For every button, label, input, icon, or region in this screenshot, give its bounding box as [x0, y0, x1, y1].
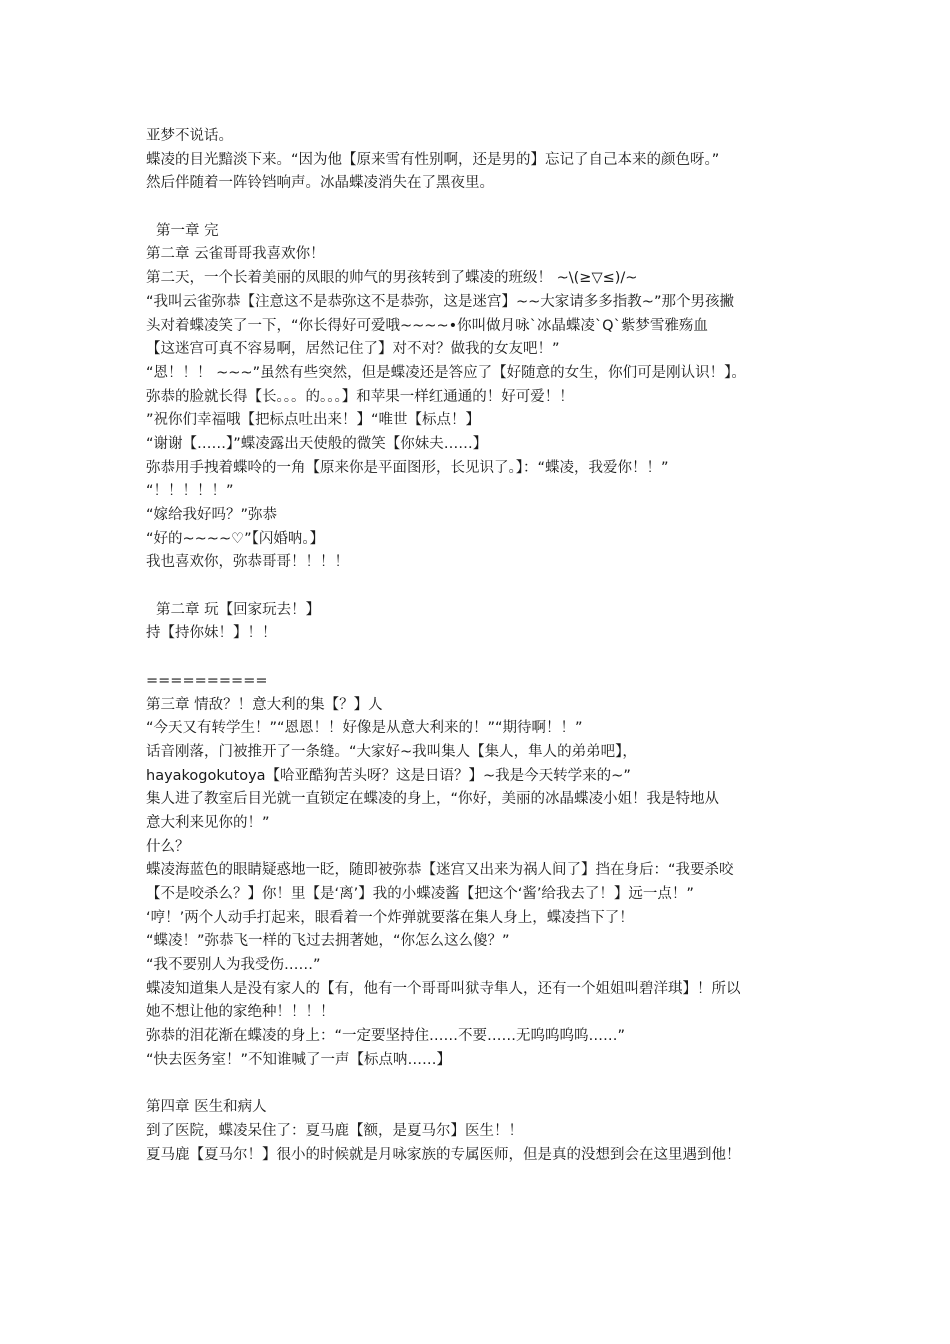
text-line: “！！！！！” [146, 483, 234, 500]
text-line: “谢谢【……】”蝶凌露出天使般的微笑【你妹夫……】 [146, 435, 488, 452]
text-line: 夏马鹿【夏马尔！】很小的时候就是月咏家族的专属医师，但是真的没想到会在这里遇到他！ [146, 1146, 741, 1163]
text-line: ========== [146, 672, 268, 689]
blank-line [146, 575, 836, 599]
text-line: “恩！！！ ~~~”虽然有些突然，但是蝶凌还是答应了【好随意的女生，你们可是刚认识！】。 [146, 364, 746, 381]
text-line: 弥恭的脸就长得【长。。。的。。。】和苹果一样红通通的！好可爱！！ [146, 388, 574, 405]
text-line: 第一章 完 [156, 222, 219, 239]
text-line: “我叫云雀弥恭【注意这不是恭弥这不是恭弥，这是迷宫】~~大家请多多指教~”那个男孩撇 [146, 293, 734, 310]
text-line: 什么？ [146, 838, 190, 855]
text-line: 蝶凌的目光黯淡下来。“因为他【原来雪有性别啊，还是男的】忘记了自己本来的颜色呀。” [146, 151, 720, 168]
text-line: hayakogokutoya【哈亚酷狗苦头呀？这是日语？】~我是今天转学来的~” [146, 767, 631, 784]
text-line: 第四章 医生和病人 [146, 1099, 267, 1116]
text-line: 集人进了教室后目光就一直锁定在蝶凌的身上，“你好，美丽的冰晶蝶凌小姐！我是特地从 [146, 791, 720, 808]
text-line: 她不想让他的家绝种！！！！ [146, 1004, 335, 1021]
text-line: 第二天，一个长着美丽的凤眼的帅气的男孩转到了蝶凌的班级！ ~\(≥▽≤)/~ [146, 270, 638, 287]
text-line: ”祝你们幸福哦【把标点吐出来！】“唯世【标点！】 [146, 412, 481, 429]
text-line: 【这迷宫可真不容易啊，居然记住了】对不对？做我的女友吧！” [146, 341, 560, 358]
text-line: ‘哼！’两个人动手打起来，眼看着一个炸弹就要落在集人身上，蝶凌挡下了！ [146, 909, 634, 926]
text-line: “蝶凌！”弥恭飞一样的飞过去拥著她，“你怎么这么傻？” [146, 933, 510, 950]
text-line: 我也喜欢你，弥恭哥哥！！！！ [146, 554, 349, 571]
text-line: 到了医院，蝶凌呆住了：夏马鹿【额，是夏马尔】医生！！ [146, 1122, 523, 1139]
text-line: 蝶凌海蓝色的眼睛疑惑地一眨，随即被弥恭【迷宫又出来为祸人间了】挡在身后：“我要杀咬 [146, 862, 734, 879]
text-line: 第三章 情敌？！意大利的集【？】人 [146, 696, 383, 713]
text-line: 然后伴随着一阵铃铛响声。冰晶蝶凌消失在了黑夜里。 [146, 175, 494, 192]
text-line: 第二章 玩【回家玩去！】 [156, 601, 321, 618]
text-line: 【不是咬杀么？】你！里【是‘离’】我的小蝶凌酱【把这个‘酱’给我去了！】远一点！” [146, 886, 694, 902]
text-line: 亚梦不说话。 [146, 128, 233, 144]
text-line: 蝶凌知道集人是没有家人的【有，他有一个哥哥叫狱寺隼人，还有一个姐姐叫碧洋琪】！所以 [146, 980, 741, 997]
blank-line [146, 646, 836, 670]
text-line: 弥恭用手拽着蝶呤的一角【原来你是平面图形，长见识了。】：“蝶凌，我爱你！！” [146, 459, 669, 476]
document-body [146, 125, 836, 1167]
text-line: 持【持你妹！】！！ [146, 625, 277, 642]
text-line: 弥恭的泪花渐在蝶凌的身上：“一定要坚持住……不要……无呜呜呜呜……” [146, 1028, 626, 1045]
text-line: “今天又有转学生！”“恩恩！！好像是从意大利来的！”“期待啊！！” [146, 720, 583, 737]
text-line: 第二章 云雀哥哥我喜欢你！ [146, 246, 325, 263]
blank-line [146, 1073, 836, 1097]
text-line: 头对着蝶凌笑了一下，“你长得好可爱哦~~~~•你叫做月咏`冰晶蝶凌`Q`紫梦雪雅殇血 [146, 317, 708, 334]
blank-line [146, 196, 836, 220]
text-line: 意大利来见你的！” [146, 814, 270, 831]
text-line: “好的~~~~♡”【闪婚呐。】 [146, 530, 325, 547]
text-line: “快去医务室！”不知谁喊了一声【标点呐……】 [146, 1051, 452, 1068]
text-line: “我不要别人为我受伤……” [146, 957, 321, 974]
text-line: 话音刚落，门被推开了一条缝。“大家好~我叫集人【集人，隼人的弟弟吧】， [146, 743, 637, 760]
text-line: “嫁给我好吗？”弥恭 [146, 507, 278, 523]
